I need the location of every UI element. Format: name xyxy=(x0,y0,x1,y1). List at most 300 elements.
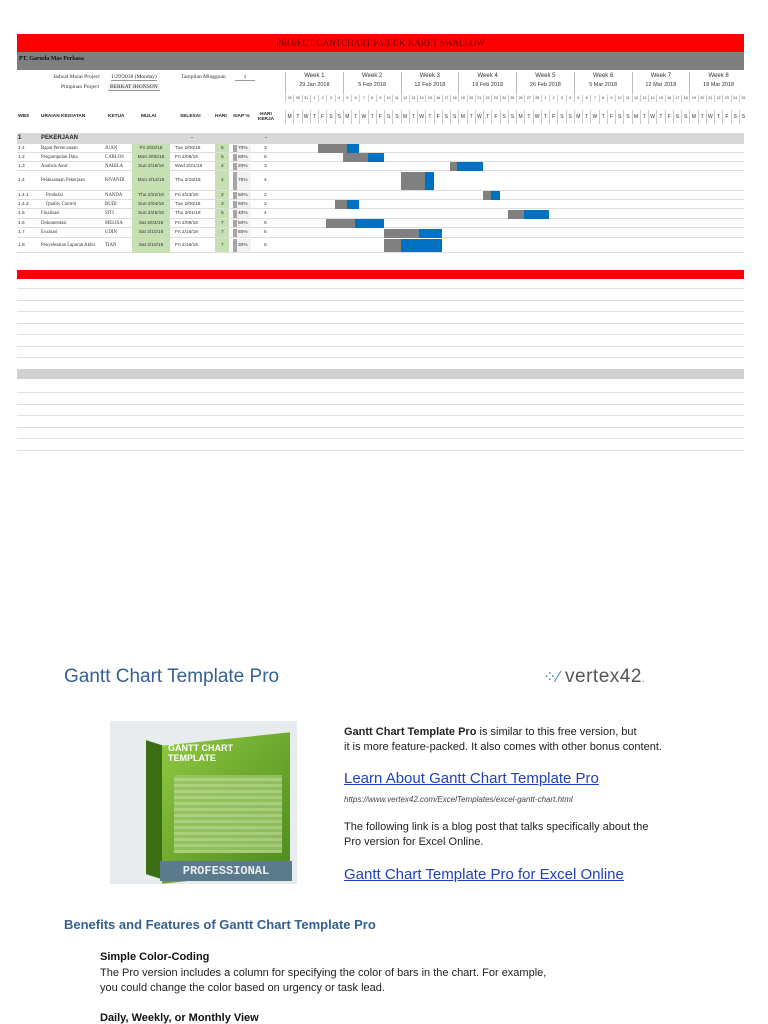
day-number: 15 xyxy=(656,95,664,102)
benefits-heading: Benefits and Features of Gantt Chart Template Pro xyxy=(64,917,376,932)
progress-fill xyxy=(233,192,237,199)
task-progress: 30% xyxy=(238,242,248,248)
day-letter: S xyxy=(557,110,565,124)
task-workdays: 5 xyxy=(264,242,267,248)
day-number: 3 xyxy=(557,95,565,102)
table-row[interactable] xyxy=(17,191,744,200)
day-letter: M xyxy=(401,110,409,124)
week-date: 12 Mar 2018 xyxy=(645,82,677,88)
day-number: 5 xyxy=(343,95,351,102)
day-letter: W xyxy=(359,110,367,124)
day-number: 28 xyxy=(533,95,541,102)
progress-cell xyxy=(233,229,251,237)
task-name: Produksi xyxy=(46,192,64,198)
empty-row-line xyxy=(17,392,744,393)
excel-online-link[interactable]: Gantt Chart Template Pro for Excel Online xyxy=(344,866,624,883)
progress-fill xyxy=(233,239,237,252)
feature-view-title: Daily, Weekly, or Monthly View xyxy=(100,1012,259,1024)
learn-pro-link[interactable]: Learn About Gantt Chart Template Pro xyxy=(344,770,599,787)
project-leader-value[interactable]: BERKAT JHONSON xyxy=(110,84,158,90)
gantt-bar-complete[interactable] xyxy=(508,210,525,219)
task-start: Thu 2/22/18 xyxy=(132,191,170,200)
task-start: Sat 2/03/18 xyxy=(132,219,170,228)
table-row[interactable] xyxy=(17,200,744,209)
week-label: Week 4 xyxy=(477,73,498,79)
day-number: 11 xyxy=(392,95,400,102)
task-wbs: 1.7 xyxy=(18,230,25,235)
day-letter: F xyxy=(665,110,673,124)
day-letter: T xyxy=(368,110,376,124)
empty-row-line xyxy=(17,415,744,416)
day-number: 16 xyxy=(665,95,673,102)
day-number: 2 xyxy=(549,95,557,102)
day-number: 3 xyxy=(326,95,334,102)
feature-color-coding-title: Simple Color-Coding xyxy=(100,951,210,963)
day-number: 22 xyxy=(483,95,491,102)
task-end: Fri 2/16/18 xyxy=(175,230,198,235)
feature-body-1: The Pro version includes a column for specifying the color of bars in the chart. For example, xyxy=(100,967,547,979)
day-number: 25 xyxy=(739,95,747,102)
day-number: 30 xyxy=(293,95,301,102)
section-row xyxy=(17,133,744,144)
day-letter: F xyxy=(434,110,442,124)
progress-cell xyxy=(233,145,251,152)
day-letter: F xyxy=(318,110,326,124)
day-number: 13 xyxy=(409,95,417,102)
day-number: 16 xyxy=(434,95,442,102)
task-days: 7 xyxy=(221,230,224,235)
day-letter: T xyxy=(582,110,590,124)
task-end: Fri 2/09/18 xyxy=(175,154,198,160)
week-date: 26 Feb 2018 xyxy=(529,82,561,88)
gantt-bar-remaining[interactable] xyxy=(401,239,441,252)
day-letter: M xyxy=(574,110,582,124)
day-letter: S xyxy=(731,110,739,124)
week-label: Week 6 xyxy=(593,73,614,79)
blog-text-2: Pro version for Excel Online. xyxy=(344,836,484,848)
empty-row-line xyxy=(17,311,744,312)
day-letter: S xyxy=(508,110,516,124)
day-letter: T xyxy=(351,110,359,124)
task-workdays: 4 xyxy=(264,178,267,183)
day-number: 17 xyxy=(673,95,681,102)
intro-rest-1: is similar to this free version, but xyxy=(476,726,637,738)
task-start: Sat 2/10/18 xyxy=(132,228,170,238)
task-progress: 70% xyxy=(238,145,248,151)
box-chart-graphic xyxy=(174,775,282,853)
table-row[interactable] xyxy=(17,171,744,191)
task-lead: TIAN xyxy=(105,242,117,248)
task-days: 5 xyxy=(221,145,224,151)
gantt-bar-complete[interactable] xyxy=(318,144,347,153)
task-days: 2 xyxy=(221,192,224,198)
day-number: 19 xyxy=(689,95,697,102)
day-number: 1 xyxy=(310,95,318,102)
table-row[interactable] xyxy=(17,153,744,162)
gantt-bar-remaining[interactable] xyxy=(524,210,549,219)
task-name: Penyelesaian Laporan Akhir xyxy=(41,242,96,248)
task-start: Sun 2/04/18 xyxy=(132,200,170,209)
day-letter: F xyxy=(491,110,499,124)
task-workdays: 3 xyxy=(264,163,267,169)
task-start: Mon 2/12/18 xyxy=(132,171,170,191)
task-end: Fri 2/09/18 xyxy=(175,220,198,226)
task-progress: 20% xyxy=(238,163,248,169)
progress-cell xyxy=(233,163,251,170)
progress-cell xyxy=(233,239,251,252)
week-date: 5 Feb 2018 xyxy=(358,82,387,88)
task-wbs: 1.5 xyxy=(18,211,25,216)
day-letter: S xyxy=(442,110,450,124)
task-workdays: 2 xyxy=(264,192,267,198)
day-letter: S xyxy=(566,110,574,124)
day-letter: F xyxy=(376,110,384,124)
day-letter: W xyxy=(706,110,714,124)
week-label: Week 1 xyxy=(304,73,325,79)
section-name: PEKERJAAN xyxy=(41,135,79,141)
sheet-footer-bar xyxy=(17,270,744,279)
task-name: Evaluasi xyxy=(41,230,58,235)
day-letter: S xyxy=(450,110,458,124)
week-date: 12 Feb 2018 xyxy=(414,82,446,88)
day-letter: S xyxy=(615,110,623,124)
feature-body-2: you could change the color based on urgency or task lead. xyxy=(100,982,385,994)
day-number: 19 xyxy=(458,95,466,102)
day-number: 6 xyxy=(351,95,359,102)
day-number: 18 xyxy=(450,95,458,102)
empty-row-line xyxy=(17,427,744,428)
task-workdays: 3 xyxy=(264,145,267,151)
week-display-label: Tampilan Mingguan xyxy=(181,74,226,80)
day-letter: W xyxy=(648,110,656,124)
day-letter: T xyxy=(640,110,648,124)
section-workdays: - xyxy=(265,135,267,141)
day-letter: W xyxy=(475,110,483,124)
day-number: 12 xyxy=(401,95,409,102)
task-start: Sun 2/25/18 xyxy=(132,209,170,219)
day-number: 24 xyxy=(731,95,739,102)
day-letter: T xyxy=(541,110,549,124)
day-number: 21 xyxy=(706,95,714,102)
col-end: SELESAI xyxy=(180,114,201,119)
day-letter: M xyxy=(632,110,640,124)
day-letter: T xyxy=(483,110,491,124)
task-name: Quality Control xyxy=(46,201,77,207)
day-number: 8 xyxy=(368,95,376,102)
day-letter: M xyxy=(689,110,697,124)
progress-cell xyxy=(233,192,251,199)
task-workdays: 4 xyxy=(264,211,267,216)
learn-pro-url: https://www.vertex42.com/ExcelTemplates/excel-gantt-chart.html xyxy=(344,795,573,804)
week-label: Week 2 xyxy=(362,73,383,79)
day-number: 29 xyxy=(285,95,293,102)
table-row[interactable] xyxy=(17,219,744,228)
week-date: 5 Mar 2018 xyxy=(589,82,618,88)
empty-row-line xyxy=(17,404,744,405)
logo-suffix: . xyxy=(641,674,645,684)
progress-cell xyxy=(233,154,251,161)
day-letter: W xyxy=(590,110,598,124)
day-letter: T xyxy=(698,110,706,124)
empty-row-line xyxy=(17,323,744,324)
gantt-bar-complete[interactable] xyxy=(483,191,491,200)
intro-bold: Gantt Chart Template Pro xyxy=(344,726,477,738)
day-letter: M xyxy=(343,110,351,124)
day-number: 10 xyxy=(384,95,392,102)
box-label xyxy=(168,743,233,763)
day-number: 23 xyxy=(722,95,730,102)
day-number: 5 xyxy=(574,95,582,102)
task-wbs: 1.1 xyxy=(18,145,25,151)
day-number: 8 xyxy=(599,95,607,102)
task-lead: MELISA xyxy=(105,220,123,226)
task-end: Thu 3/01/18 xyxy=(175,211,201,216)
table-row[interactable] xyxy=(17,238,744,253)
day-number: 22 xyxy=(714,95,722,102)
week-label: Week 5 xyxy=(535,73,556,79)
day-number: 9 xyxy=(376,95,384,102)
section-end: - xyxy=(191,135,193,141)
day-letter: T xyxy=(714,110,722,124)
task-progress: 40% xyxy=(238,211,248,216)
intro-rest-2: it is more feature-packed. It also comes with other bonus content. xyxy=(344,741,662,753)
task-wbs: 1.4 xyxy=(18,178,25,183)
task-name: Pengumpulan Data xyxy=(41,154,78,160)
empty-row-line xyxy=(17,450,744,451)
day-number: 7 xyxy=(359,95,367,102)
table-row[interactable] xyxy=(17,162,744,171)
table-row[interactable] xyxy=(17,144,744,153)
gantt-bar-complete[interactable] xyxy=(450,162,457,171)
gantt-bar-complete[interactable] xyxy=(343,153,368,162)
vertex42-logo[interactable] xyxy=(543,666,645,688)
day-letter: T xyxy=(524,110,532,124)
task-end: Tue 2/06/18 xyxy=(175,145,201,151)
gantt-bar-complete[interactable] xyxy=(326,219,355,228)
task-wbs: 1.4.1 xyxy=(18,192,29,198)
start-date-label: Jadwal Mulai Project xyxy=(53,74,100,80)
week-label: Week 3 xyxy=(419,73,440,79)
day-letter: S xyxy=(326,110,334,124)
task-days: 4 xyxy=(221,163,224,169)
col-workdays: HARI KERJA xyxy=(257,112,275,122)
col-start: MULAI xyxy=(141,114,157,119)
col-task: URAIAN KEGIATAN xyxy=(41,114,86,119)
box-label-line2: TEMPLATE xyxy=(168,753,216,763)
task-lead: BUDI xyxy=(105,201,117,207)
progress-cell xyxy=(233,220,251,227)
task-lead: NABILA xyxy=(105,163,124,169)
task-days: 5 xyxy=(221,154,224,160)
product-box-image[interactable] xyxy=(110,721,297,884)
day-letter: S xyxy=(335,110,343,124)
week-header xyxy=(574,72,632,94)
empty-row-line xyxy=(17,438,744,439)
col-days: HARI xyxy=(215,114,227,119)
day-letter: T xyxy=(310,110,318,124)
week-date: 19 Mar 2018 xyxy=(703,82,735,88)
day-letter: W xyxy=(533,110,541,124)
day-number: 13 xyxy=(640,95,648,102)
day-letter: W xyxy=(302,110,310,124)
day-number: 10 xyxy=(615,95,623,102)
progress-fill xyxy=(233,201,237,208)
task-name: Rapat Perencanaan xyxy=(41,145,78,151)
company-name: PT. Garuda Mas Perkasa xyxy=(17,52,744,70)
day-number: 26 xyxy=(516,95,524,102)
task-wbs: 1.8 xyxy=(18,242,25,248)
week-header xyxy=(516,72,574,94)
week-header xyxy=(689,72,747,94)
intro-text xyxy=(344,725,662,755)
task-wbs: 1.3 xyxy=(18,163,25,169)
progress-fill xyxy=(233,210,237,218)
table-row[interactable] xyxy=(17,228,744,238)
week-label: Week 7 xyxy=(650,73,671,79)
day-letter: S xyxy=(500,110,508,124)
gantt-bar-remaining[interactable] xyxy=(368,153,385,162)
day-number: 27 xyxy=(524,95,532,102)
day-number: 14 xyxy=(648,95,656,102)
gantt-bar-remaining[interactable] xyxy=(347,144,359,153)
week-date: 29 Jan 2018 xyxy=(299,82,330,88)
day-number: 1 xyxy=(541,95,549,102)
task-end: Tue 2/06/18 xyxy=(175,201,201,207)
gantt-bar-complete[interactable] xyxy=(401,172,426,190)
gantt-bar-complete[interactable] xyxy=(335,200,347,209)
empty-row-line xyxy=(17,288,744,289)
day-number: 11 xyxy=(623,95,631,102)
week-header xyxy=(458,72,516,94)
project-leader-label: Pimpinan Project xyxy=(61,84,100,90)
week-header xyxy=(343,72,401,94)
task-progress: 50% xyxy=(238,192,248,198)
task-days: 7 xyxy=(221,220,224,226)
feature-color-coding-body xyxy=(100,966,600,996)
day-letter: T xyxy=(425,110,433,124)
task-workdays: 5 xyxy=(264,230,267,235)
task-lead: SITI xyxy=(105,211,114,216)
day-letter: S xyxy=(681,110,689,124)
day-number: 15 xyxy=(425,95,433,102)
day-letter: W xyxy=(417,110,425,124)
day-letter: T xyxy=(409,110,417,124)
progress-cell xyxy=(233,172,251,190)
empty-row-line xyxy=(17,357,744,358)
gantt-bar-complete[interactable] xyxy=(384,239,401,252)
day-letter: M xyxy=(458,110,466,124)
day-number: 21 xyxy=(475,95,483,102)
day-number: 17 xyxy=(442,95,450,102)
gantt-bar-remaining[interactable] xyxy=(347,200,359,209)
table-row[interactable] xyxy=(17,209,744,219)
task-progress: 60% xyxy=(238,154,248,160)
task-workdays: 2 xyxy=(264,201,267,207)
task-days: 3 xyxy=(221,201,224,207)
empty-section-band xyxy=(17,369,744,379)
task-name: Analisis Awal xyxy=(41,163,68,169)
gantt-bar-remaining[interactable] xyxy=(491,191,499,200)
day-letter: S xyxy=(623,110,631,124)
progress-fill xyxy=(233,163,237,170)
day-number: 4 xyxy=(335,95,343,102)
day-letter: S xyxy=(392,110,400,124)
week-label: Week 8 xyxy=(708,73,729,79)
task-progress: 50% xyxy=(238,220,248,226)
day-number: 24 xyxy=(500,95,508,102)
task-progress: 50% xyxy=(238,201,248,207)
task-name: Dokumentasi xyxy=(41,220,67,226)
day-letter: F xyxy=(607,110,615,124)
progress-fill xyxy=(233,145,237,152)
task-name: Pelaksanaan Pekerjaan xyxy=(41,178,85,183)
task-end: Fri 2/16/18 xyxy=(175,242,198,248)
project-title: PROJECT GANTCHART PABRIK KARET SWALLOW xyxy=(17,34,744,52)
progress-fill xyxy=(233,154,237,161)
col-done: SIAP % xyxy=(233,114,250,119)
task-lead: NANDA xyxy=(105,192,123,198)
task-days: 4 xyxy=(221,178,224,183)
task-workdays: 5 xyxy=(264,154,267,160)
week-display-value[interactable]: 1 xyxy=(235,74,255,81)
task-lead: JUAN xyxy=(105,145,118,151)
task-start: Sun 2/18/18 xyxy=(132,162,170,171)
day-number: 20 xyxy=(467,95,475,102)
task-start: Fri 2/02/18 xyxy=(132,144,170,153)
day-letter: M xyxy=(516,110,524,124)
day-number: 4 xyxy=(566,95,574,102)
day-number: 25 xyxy=(508,95,516,102)
gantt-bar-complete[interactable] xyxy=(384,229,419,238)
gantt-bar-remaining[interactable] xyxy=(419,229,442,238)
task-lead: RIVANDI xyxy=(105,178,125,183)
day-number: 2 xyxy=(318,95,326,102)
day-letter: F xyxy=(549,110,557,124)
task-wbs: 1.6 xyxy=(18,220,25,226)
gantt-bar-remaining[interactable] xyxy=(355,219,384,228)
task-days: 7 xyxy=(221,242,224,248)
progress-cell xyxy=(233,201,251,208)
day-number: 20 xyxy=(698,95,706,102)
gantt-bar-remaining[interactable] xyxy=(425,172,433,190)
day-letter: S xyxy=(673,110,681,124)
week-date: 19 Feb 2018 xyxy=(472,82,504,88)
logo-text: vertex42 xyxy=(565,666,642,687)
day-letter: F xyxy=(722,110,730,124)
blog-text-1: The following link is a blog post that talks specifically about the xyxy=(344,821,649,833)
vertex42-logo-icon: ⁘⁄ xyxy=(543,669,566,686)
day-number: 9 xyxy=(607,95,615,102)
day-number: 23 xyxy=(491,95,499,102)
day-letter: M xyxy=(285,110,293,124)
task-workdays: 5 xyxy=(264,220,267,226)
day-letter: T xyxy=(467,110,475,124)
col-lead: KETUA xyxy=(108,114,125,119)
gantt-bar-remaining[interactable] xyxy=(457,162,483,171)
task-end: Thu 2/15/18 xyxy=(175,178,201,183)
day-number: 31 xyxy=(302,95,310,102)
empty-row-line xyxy=(17,346,744,347)
task-end: Wed 2/21/18 xyxy=(175,163,203,169)
task-wbs: 1.4.2 xyxy=(18,201,29,207)
start-date-value[interactable]: 1/29/2018 (Monday) xyxy=(111,74,157,80)
box-bottom-label: PROFESSIONAL xyxy=(160,861,292,881)
task-end: Fri 2/23/18 xyxy=(175,192,198,198)
task-start: Sat 2/10/18 xyxy=(132,238,170,253)
progress-fill xyxy=(233,229,237,237)
day-letter: T xyxy=(656,110,664,124)
week-header xyxy=(401,72,459,94)
